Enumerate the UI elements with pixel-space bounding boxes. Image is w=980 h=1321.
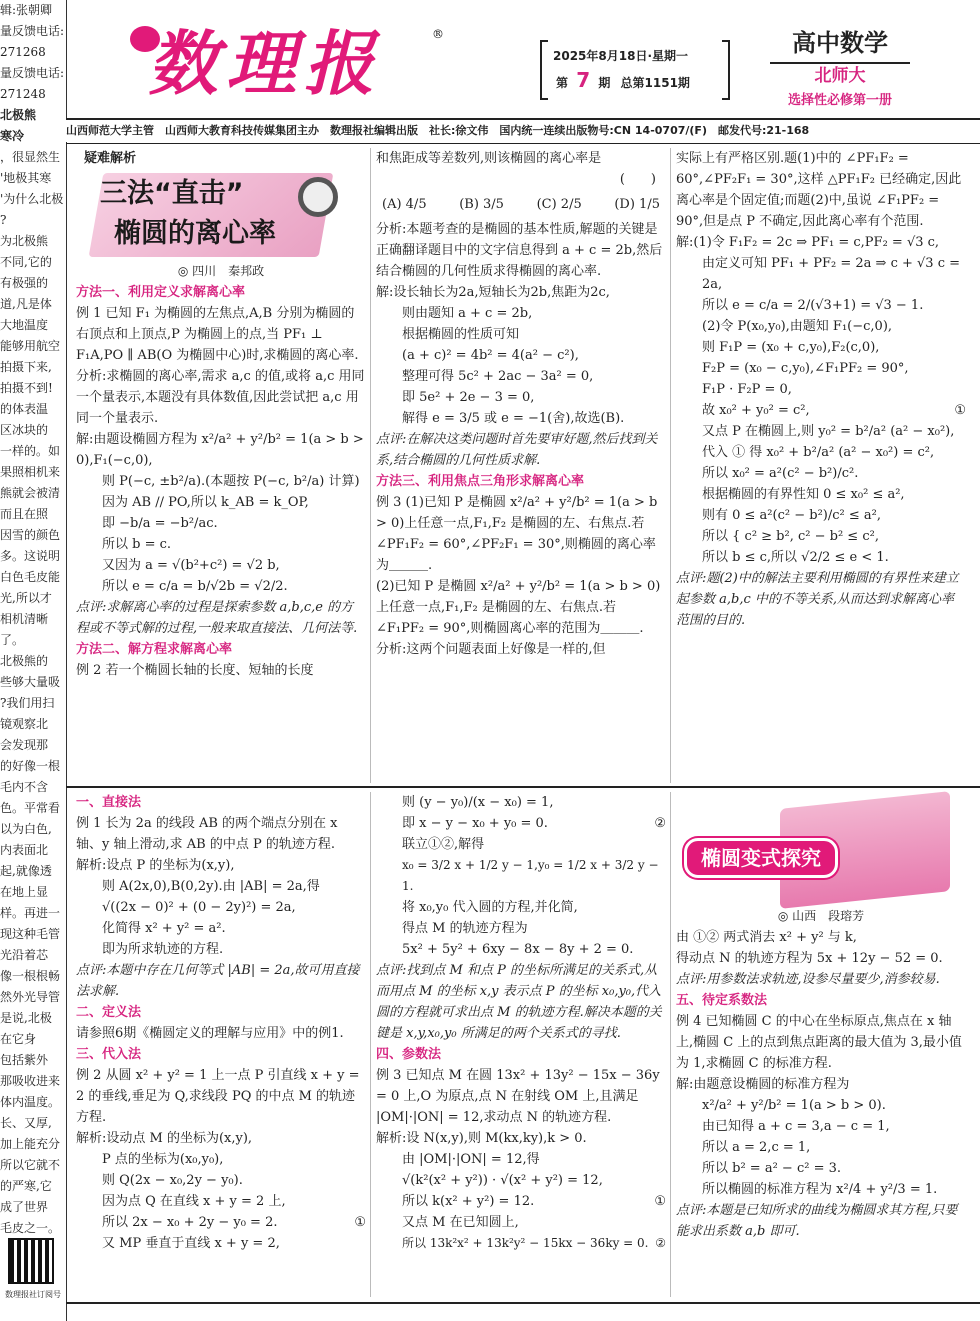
solution-3-line-2: 由定义可知 PF₁ + PF₂ = 2a ⇒ c + √3 c = 2a, (702, 256, 961, 292)
a2-p3: 则 A(2x,0),B(0,2y).由 |AB| = 2a,得 (102, 879, 320, 894)
col-divider-2 (670, 148, 671, 783)
banner-title: 椭圆变式探究 (684, 838, 838, 878)
edition: 北师大 (814, 66, 866, 86)
a2-heading-3: 三、代入法 (76, 1047, 142, 1062)
example-2-start: 例 2 若一个椭圆长轴的长度、短轴的长度 (76, 663, 314, 678)
example-2-cont: 和焦距成等差数列,则该椭圆的离心率是 (376, 151, 602, 166)
side-text-line: 因雪的颜色 (0, 528, 61, 542)
a2-p8: 请参照6期《椭圆定义的理解与应用》中的例1. (76, 1026, 344, 1041)
solution-3-line-4: (2)令 P(x₀,y₀),由题知 F₁(−c,0), (702, 319, 893, 334)
left-side-column (0, 0, 66, 1321)
solution-3-line-7: F₁P · F₂P = 0, (702, 382, 792, 397)
solution-2-line-5: 整理可得 5c² + 2ac − 3a² = 0, (402, 369, 594, 384)
a2-q10: 解析:设 N(x,y),则 M(kx,ky),k > 0. (376, 1131, 587, 1146)
solution-1-line-7: 所以 e = c/a = b/√2b = √2/2. (102, 579, 288, 594)
side-text-line: 熊就会被清 (0, 486, 61, 500)
solution-3-line-14: 所以 { c² ≥ b², c² − b² ≤ c², (702, 529, 879, 544)
solution-1-line-1: 解:由题设椭圆方程为 x²/a² + y²/b² = 1(a > b > 0),F₁(−c,0), (76, 432, 364, 468)
bracket-right (722, 40, 730, 100)
side-text-line: 内表面北 (0, 843, 49, 857)
a2-q1: 则 (y − y₀)/(x − x₀) = 1, (402, 795, 554, 810)
side-text-line: 271268 (0, 45, 46, 59)
a2-heading-2: 二、定义法 (76, 1005, 142, 1020)
eq-q15: 所以 13k²x² + 13k²y² − 15kx − 36ky = 0. (402, 1236, 649, 1250)
side-text-line: ，很显然生 (0, 150, 61, 164)
solution-3-line-5: 则 F₁P = (x₀ + c,y₀),F₂(c,0), (702, 340, 880, 355)
side-text-line: 所以它就不 (0, 1158, 61, 1172)
article-title-block (76, 169, 366, 261)
col-divider-1 (370, 148, 371, 783)
book-name: 选择性必修第一册 (787, 93, 892, 108)
solution-3-line-6: F₂P = (x₀ − c,y₀),∠F₁PF₂ = 90°, (702, 361, 909, 376)
qr-caption: 数理报社订阅号 (5, 1290, 61, 1299)
a2-heading-4: 四、参数法 (376, 1047, 442, 1062)
section-rule (66, 786, 980, 788)
remark-3: 点评:题(2)中的解法主要利用椭圆的有界性来建立起参数 a,b,c 中的不等关系,从而达到求解离心率范围的目的. (676, 571, 959, 628)
side-text-line: 然外光导管 (0, 990, 61, 1004)
a2-remark-1: 点评:本题中存在几何等式 |AB| = 2a,故可用直接法求解. (76, 963, 360, 999)
tag-label: 疑难解析 (84, 151, 137, 166)
analysis-3-start: 分析:这两个问题表面上好像是一样的,但 (376, 642, 606, 657)
a2-w1: 由 ①② 两式消去 x² + y² 与 k, (676, 930, 857, 945)
solution-3-line-11: 所以 x₀² = a²(c² − b²)/c². (702, 466, 859, 481)
issue-no: 7 (576, 68, 591, 92)
method-1-heading: 方法一、利用定义求解离心率 (76, 285, 246, 300)
side-text-line: 毛内不含 (0, 780, 49, 794)
solution-3-line-9: 又点 P 在椭圆上,则 y₀² = b²/a² (a² − x₀²), (702, 424, 955, 439)
side-text-line: 的好像一根 (0, 759, 61, 773)
side-text-line: 白色毛皮能 (0, 570, 61, 584)
solution-3-line-3: 所以 e = c/a = 2/(√3+1) = √3 − 1. (702, 298, 924, 313)
analysis-1: 分析:求椭圆的离心率,需求 a,c 的值,或将 a,c 用同一个量表示,本题没有具体数值,因此尝试把 a,c 用同一个量表示. (76, 369, 365, 426)
side-text-line: 是说,北极 (0, 1011, 52, 1025)
solution-2-line-4: (a + c)² = 4b² = 4(a² − c²), (402, 348, 579, 363)
a2-remark-3: 点评:找到点 M 和点 P 的坐标所满足的关系式,从而用点 M 的坐标 x,y 表示点 P 的坐标 x₀,y₀,代入圆的方程就可求出点 M 的轨迹方程.解决本题的关键是 x,y,x₀,y₀ 所满足的两个关系式的寻找. (376, 963, 662, 1041)
side-text-line: 光沿着芯 (0, 948, 49, 962)
solution-3-line-13: 则有 0 ≤ a²(c² − b²)/c² ≤ a², (702, 508, 881, 523)
side-text-line: 北极熊的 (0, 654, 49, 668)
side-text-line: 拍摄不到! (0, 381, 53, 395)
a2-q2 (376, 813, 666, 834)
side-text-line: 多。这说明 (0, 549, 61, 563)
issue-date: 2025年8月18日·星期一 (553, 49, 689, 63)
newspaper-title: 数理报 (148, 22, 382, 105)
side-text-line: 了。 (0, 633, 25, 647)
eq-q13-number: ① (654, 1194, 666, 1209)
solution-1-line-3: 因为 AB // PO,所以 k_AB = k_OP, (102, 495, 309, 510)
side-text-line: 成了世界 (0, 1200, 49, 1214)
side-text-line: 不同,它的 (0, 255, 52, 269)
solution-3-line-8 (676, 400, 966, 421)
article2-column-2 (376, 792, 666, 1254)
col-divider-3 (370, 792, 371, 1297)
side-text-line: 现这种毛管 (0, 927, 61, 941)
side-text-line: 包括紫外 (0, 1053, 49, 1067)
a2-q11: 由 |OM|·|ON| = 12,得 (402, 1152, 540, 1167)
eq-q13: 所以 k(x² + y²) = 12. (402, 1194, 535, 1209)
side-text-line: 起,就像透 (0, 864, 52, 878)
a2-p6: 即为所求轨迹的方程. (102, 942, 224, 957)
example-3-part-1: 例 3 (1)已知 P 是椭圆 x²/a² + y²/b² = 1(a > b > 0)上任意一点,F₁,F₂ 是椭圆的左、右焦点.若 ∠PF₁F₂ = 60°,∠PF₂F₁ = 30°,则椭圆的离心率为＿＿＿. (376, 495, 658, 573)
a2-remark-5: 点评:本题是已知所求的曲线为椭圆求其方程,只要能求出系数 a,b 即可. (676, 1203, 958, 1239)
a2-p12: 则 Q(2x − x₀,2y − y₀). (102, 1173, 243, 1188)
side-text-line: 在它身 (0, 1032, 37, 1046)
subject-underline (770, 62, 910, 64)
a2-w5: 解:由题意设椭圆的标准方程为 (676, 1077, 850, 1092)
a2-w6: x²/a² + y²/b² = 1(a > b > 0). (702, 1098, 886, 1113)
a2-example-2: 例 2 从圆 x² + y² = 1 上一点 P 引直线 x + y = 2 的垂线,垂足为 Q,求线段 PQ 的中点 M 的轨迹方程. (76, 1068, 360, 1125)
a2-q6: 得点 M 的轨迹方程为 (402, 921, 528, 936)
side-text-line: ? (0, 213, 7, 227)
banner-block (680, 800, 970, 904)
a2-p5: 化简得 x² + y² = a². (102, 921, 226, 936)
answer-paren: ( ) (619, 172, 656, 187)
bracket-left (540, 40, 548, 100)
a2-w9: 所以 b² = a² − c² = 3. (702, 1161, 841, 1176)
remark-1: 点评:求解离心率的过程是探索参数 a,b,c,e 的方程或不等式解的过程,一般来取直接法、几何法等. (76, 600, 358, 636)
side-text-line: 样。再进一 (0, 906, 61, 920)
a2-q15 (376, 1233, 666, 1254)
a2-p4: √((2x − 0)² + (0 − 2y)²) = 2a, (102, 900, 296, 915)
side-text-line: 些够大量吸 (0, 675, 61, 689)
a2-example-1: 例 1 长为 2a 的线段 AB 的两个端点分别在 x 轴、y 轴上滑动,求 AB 的中点 P 的轨迹方程. (76, 816, 338, 852)
bottom-rule (66, 1302, 980, 1304)
side-text-line: 道,凡是体 (0, 297, 52, 311)
eq-8-number: ① (954, 403, 966, 418)
solution-1-line-5: 所以 b = c. (102, 537, 172, 552)
a2-p15: 又 MP 垂直于直线 x + y = 2, (102, 1236, 280, 1251)
side-text-line: 相机清晰 (0, 612, 49, 626)
method-3-heading: 方法三、利用焦点三角形求解离心率 (376, 474, 585, 489)
a2-p11: P 点的坐标为(x₀,y₀), (102, 1152, 224, 1167)
side-text-line: '地极其寒 (0, 171, 52, 185)
side-text-line: 为北极熊 (0, 234, 49, 248)
a2-p10: 解析:设动点 M 的坐标为(x,y), (76, 1131, 253, 1146)
method-2-heading: 方法二、解方程求解离心率 (76, 642, 233, 657)
analysis-2: 分析:本题考查的是椭圆的基本性质,解题的关键是正确翻译题目中的文字信息得到 a + c = 2b,然后结合椭圆的几何性质求得椭圆的离心率. (376, 222, 663, 279)
side-text-line: 有极强的 (0, 276, 49, 290)
article1-column-2 (376, 148, 666, 660)
issue-label: 第 (556, 76, 569, 90)
a2-author: ◎ 山西 段瑢芳 (777, 909, 865, 923)
eq-q2: 即 x − y − x₀ + y₀ = 0. (402, 816, 548, 831)
side-text-line: ?我们用扫 (0, 696, 55, 710)
side-text-line: 那吸收进来 (0, 1074, 61, 1088)
side-text-line: 加上能充分 (0, 1137, 61, 1151)
col-divider-4 (670, 792, 671, 1297)
side-text-line: 以为白色, (0, 822, 52, 836)
side-text-line: 像一根根畅 (0, 969, 61, 983)
a2-q3: 联立①②,解得 (402, 837, 485, 852)
side-text-line: 271248 (0, 87, 46, 101)
a2-w8: 所以 a = 2,c = 1, (702, 1140, 811, 1155)
side-text-line: 量反馈电话: (0, 66, 65, 80)
solution-2-line-3: 根据椭圆的性质可知 (402, 327, 520, 342)
article1-column-3 (676, 148, 966, 631)
example-3-part-2: (2)已知 P 是椭圆 x²/a² + y²/b² = 1(a > b > 0)上任意一点,F₁,F₂ 是椭圆的左、右焦点.若 ∠F₁PF₂ = 90°,则椭圆离心率的范围为＿＿＿. (376, 579, 661, 636)
a2-w7: 由已知得 a + c = 3,a − c = 1, (702, 1119, 890, 1134)
option-a: (A) 4/5 (382, 197, 427, 212)
eq-p14: 所以 2x − x₀ + 2y − y₀ = 2. (102, 1215, 278, 1230)
solution-1-line-4: 即 −b/a = −b²/ac. (102, 516, 218, 531)
side-text-line: 区冰块的 (0, 423, 49, 437)
side-text-line: 一样的。如 (0, 444, 61, 458)
side-text-line: 在地上显 (0, 885, 49, 899)
side-text-line: 的体表温 (0, 402, 49, 416)
side-text-line: 会发现那 (0, 738, 49, 752)
a2-example-4: 例 4 已知椭圆 C 的中心在坐标原点,焦点在 x 轴上,椭圆 C 上的点到焦点距离的最大值为 3,最小值为 1,求椭圆 C 的标准方程. (676, 1014, 962, 1071)
pub-rule (66, 143, 980, 144)
title-line-1: 三法“直击” (100, 178, 244, 209)
a2-q13 (376, 1191, 666, 1212)
side-text-line: 长、又厚, (0, 1116, 52, 1130)
side-text-line: '为什么北极 (0, 192, 64, 206)
side-text-line: 寒冷 (0, 129, 25, 143)
remark-2: 点评:在解决这类问题时首先要审好题,然后找到关系,结合椭圆的几何性质求解. (376, 432, 658, 468)
a2-q14: 又点 M 在已知圆上, (402, 1215, 519, 1230)
example-1: 例 1 已知 F₁ 为椭圆的左焦点,A,B 分别为椭圆的右顶点和上顶点,P 为椭圆上的点,当 PF₁ ⊥ F₁A,PO ∥ AB(O 为椭圆中心)时,求椭圆的离心率. (76, 306, 359, 363)
solution-1-line-2: 则 P(−c, ±b²/a).(本题按 P(−c, b²/a) 计算) (102, 474, 360, 489)
a2-example-3: 例 3 已知点 M 在圆 13x² + 13y² − 15x − 36y = 0 上,O 为原点,点 N 在射线 OM 上,且满足 |OM|·|ON| = 12,求动点 N 的轨迹方程. (376, 1068, 660, 1125)
title-line-2: 椭圆的离心率 (114, 218, 276, 249)
a2-p13: 因为点 Q 在直线 x + y = 2 上, (102, 1194, 286, 1209)
column-divider (66, 0, 67, 1321)
publisher-line: 山西师范大学主管 山西师大教育科技传媒集团主办 数理报社编辑出版 社长:徐文伟 国内统一连续出版物号:CN 14-0707/(F) 邮发代号:21-168 (66, 120, 980, 142)
eq-q15-number: ② (655, 1236, 666, 1250)
eq-p14-number: ① (354, 1215, 366, 1230)
eq-q2-number: ② (654, 816, 666, 831)
options-row (376, 190, 666, 219)
issue-total: 总第1151期 (620, 76, 690, 90)
side-text-line: 的严寒,它 (0, 1179, 52, 1193)
article1-column-1 (76, 148, 366, 681)
a2-q5: 将 x₀,y₀ 代入圆的方程,并化简, (402, 900, 578, 915)
a2-heading-5: 五、待定系数法 (676, 993, 768, 1008)
a2-w10: 所以椭圆的标准方程为 x²/4 + y²/3 = 1. (702, 1182, 938, 1197)
side-text-line: 毛皮之一。 (0, 1221, 61, 1235)
solution-2-line-6: 即 5e² + 2e − 3 = 0, (402, 390, 535, 405)
side-text-line: 能够用航空 (0, 339, 61, 353)
solution-2-line-2: 则由题知 a + c = 2b, (402, 306, 533, 321)
issue-unit: 期 (598, 76, 611, 90)
option-b: (B) 3/5 (459, 197, 504, 212)
a2-p14 (76, 1212, 366, 1233)
a2-remark-4: 点评:用参数法求轨迹,设参尽量要少,消参较易. (676, 972, 940, 987)
side-text-line: 色。平常看 (0, 801, 61, 815)
option-d: (D) 1/5 (614, 197, 660, 212)
side-text-line: 体内温度。 (0, 1095, 61, 1109)
side-text-line: 拍摄下来, (0, 360, 52, 374)
subject: 高中数学 (792, 29, 888, 57)
issue-number (556, 70, 718, 94)
a2-w2: 得动点 N 的轨迹方程为 5x + 12y − 52 = 0. (676, 951, 943, 966)
side-text-line: 镜观察北 (0, 717, 49, 731)
article2-column-1 (76, 792, 366, 1254)
side-text-line: 辑:张朝卿 (0, 3, 53, 17)
side-text-line: 大地温度 (0, 318, 49, 332)
side-text-line: 果照相机来 (0, 465, 61, 479)
side-text-line: 北极熊 (0, 108, 37, 122)
solution-3-line-10: 代入 ① 得 x₀² + b²/a² (a² − x₀²) = c², (702, 445, 935, 460)
side-text-line: 量反馈电话: (0, 24, 65, 38)
side-text-line: 光,所以才 (0, 591, 52, 605)
a2-heading-1: 一、直接法 (76, 795, 142, 810)
article2-column-3 (676, 906, 966, 1242)
a2-p2: 解析:设点 P 的坐标为(x,y), (76, 858, 235, 873)
solution-2-line-1: 解:设长轴长为2a,短轴长为2b,焦距为2c, (376, 285, 610, 300)
solution-2-line-7: 解得 e = 3/5 或 e = −1(舍),故选(B). (402, 411, 625, 426)
solution-3-line-15: 所以 b ≤ c,所以 √2/2 ≤ e < 1. (702, 550, 889, 565)
author-line: ◎ 四川 秦邦政 (177, 264, 265, 278)
option-c: (C) 2/5 (536, 197, 582, 212)
registered-mark: ® (432, 27, 444, 41)
solution-3-line-12: 根据椭圆的有界性知 0 ≤ x₀² ≤ a², (702, 487, 905, 502)
a2-q7: 5x² + 5y² + 6xy − 8x − 8y + 2 = 0. (402, 942, 634, 957)
analysis-3-cont: 实际上有严格区别.题(1)中的 ∠PF₁F₂ = 60°,∠PF₂F₁ = 30°,这样 △PF₁F₂ 已经确定,因此离心率是个固定值;而题(2)中,虽说 ∠F₁PF₂ = 90°,但是点 P 不确定,因此离心率有个范围. (676, 151, 962, 229)
magnifier-icon (298, 177, 338, 217)
solution-1-line-6: 又因为 a = √(b²+c²) = √2 b, (102, 558, 280, 573)
a2-q4: x₀ = 3/2 x + 1/2 y − 1,y₀ = 1/2 x + 3/2 y − 1. (402, 858, 659, 893)
side-text-line: 而且在照 (0, 507, 49, 521)
solution-3-line-1: 解:(1)令 F₁F₂ = 2c ⇒ PF₁ = c,PF₂ = √3 c, (676, 235, 940, 250)
a2-q12: √(k²(x² + y²)) · √(x² + y²) = 12, (402, 1173, 603, 1188)
eq-8: 故 x₀² + y₀² = c², (702, 403, 810, 418)
qr-code (8, 1238, 54, 1284)
